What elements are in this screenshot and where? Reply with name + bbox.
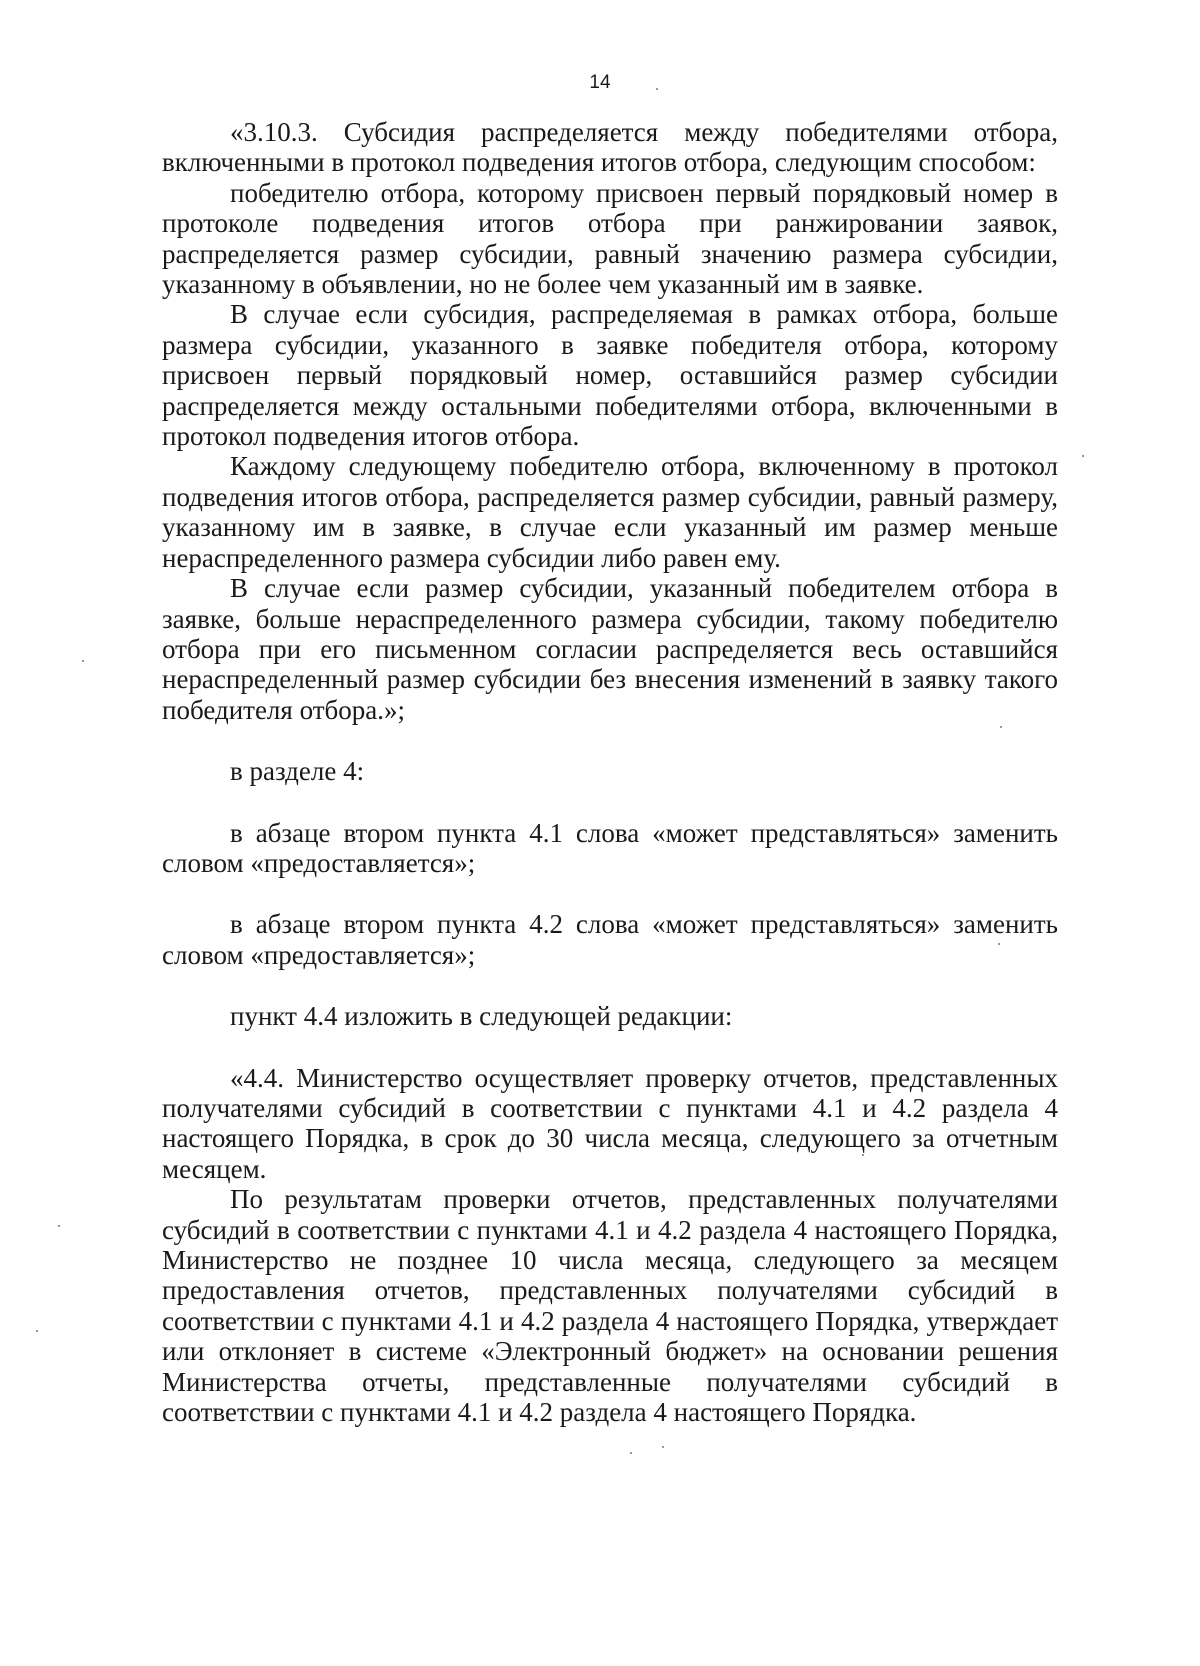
paragraph-amend-4-1: в абзаце втором пункта 4.1 слова «может представляться» заменить словом «предоставляется»; — [162, 817, 1058, 878]
scan-speck — [82, 660, 84, 662]
paragraph-4-4-text: «4.4. Министерство осуществляет проверку отчетов, представленных получателями субсидий в соответствии с пунктами 4.1 и 4.2 раздела 4 настоящего Порядка, в срок до 30 числа месяца, следующего за отчетным месяцем. — [162, 1062, 1058, 1184]
paragraph-first-winner: победителю отбора, которому присвоен первый порядковый номер в протоколе подведения итогов отбора при ранжировании заявок, распределяется размер субсидии, равный значению размера субсидии, указанному в объявлении, но не более чем указанный им в заявке. — [162, 177, 1058, 300]
paragraph-verification-results: По результатам проверки отчетов, представленных получателями субсидий в соответствии с пунктами 4.1 и 4.2 раздела 4 настоящего Порядка, Министерство не позднее 10 числа месяца, следующего за месяцем предоставления отчетов, представленных получателями субсидий в соответствии с пунктами 4.1 и 4.2 раздела 4 настоящего Порядка, утверждает или отклоняет в системе «Электронный бюджет» на основании решения Министерства отчеты, представленные получателями субсидий в соответствии с пунктами 4.1 и 4.2 раздела 4 настоящего Порядка. — [162, 1184, 1058, 1428]
scan-speck — [630, 1452, 632, 1454]
scan-speck — [1000, 726, 1002, 728]
document-body — [162, 117, 1058, 1427]
scan-speck — [656, 88, 658, 90]
scan-speck — [36, 1330, 38, 1332]
scan-speck — [862, 1154, 864, 1156]
scan-speck — [58, 1225, 60, 1227]
paragraph-amend-4-2: в абзаце втором пункта 4.2 слова «может представляться» заменить словом «предоставляется»; — [162, 909, 1058, 970]
paragraph-3-10-3-intro: «3.10.3. Субсидия распределяется между победителями отбора, включенными в протокол подведения итогов отбора, следующим способом: — [162, 117, 1058, 178]
scan-speck — [998, 943, 1000, 945]
paragraph-section-4: в разделе 4: — [230, 756, 365, 787]
paragraph-remaining-subsidy: В случае если субсидия, распределяемая в рамках отбора, больше размера субсидии, указанного в заявке победителя отбора, которому присвоен первый порядковый номер, оставшийся размер субсидии распределяется между остальными победителями отбора, включенными в протокол подведения итогов отбора. — [162, 299, 1058, 452]
paragraph-amend-4-4: пункт 4.4 изложить в следующей редакции: — [230, 1001, 733, 1032]
scan-speck — [1082, 455, 1084, 457]
paragraph-next-winner: Каждому следующему победителю отбора, включенному в протокол подведения итогов отбора, распределяется размер субсидии, равный размеру, указанному им в заявке, в случае если указанный им размер меньше нераспределенного размера субсидии либо равен ему. — [162, 451, 1058, 573]
page-number: 14 — [589, 72, 611, 93]
paragraph-written-consent: В случае если размер субсидии, указанный победителем отбора в заявке, больше нераспределенного размера субсидии, такому победителю отбора при его письменном согласии распределяется весь оставшийся нераспределенный размер субсидии без внесения изменений в заявку такого победителя отбора.»; — [162, 573, 1058, 725]
scan-speck — [662, 1446, 664, 1448]
